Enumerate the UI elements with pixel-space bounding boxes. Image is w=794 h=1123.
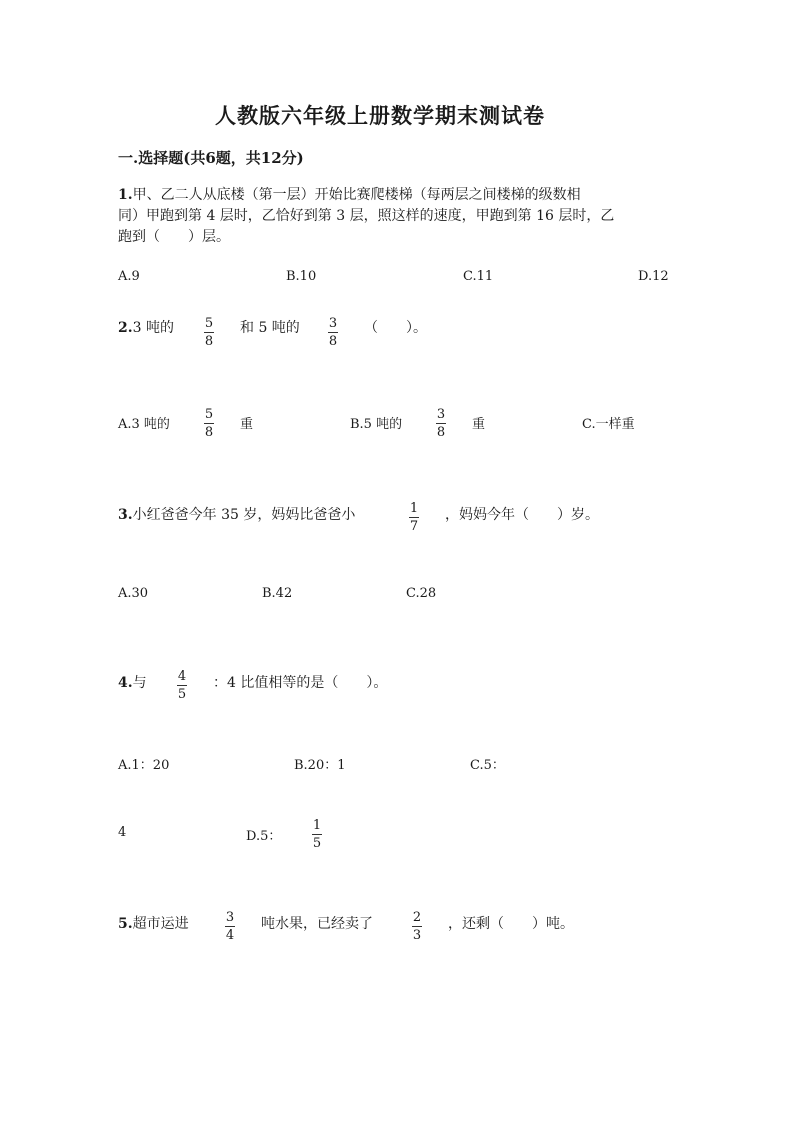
fraction-denominator: 8 — [328, 334, 338, 349]
question-4-number: 4. — [118, 675, 133, 691]
question-2-option-c: C.一样重 — [582, 417, 635, 432]
fraction-denominator: 5 — [177, 687, 187, 702]
question-3-option-c: C.28 — [406, 586, 437, 601]
fraction-numerator: 1 — [312, 818, 322, 833]
question-2-text-mid: 和 5 吨的 — [240, 320, 300, 336]
question-1-option-c: C.11 — [463, 269, 494, 284]
question-2-option-b-text: B.5 吨的 — [350, 417, 403, 432]
question-1-option-d: D.12 — [638, 269, 669, 284]
question-4-option-c-continued: 4 — [118, 825, 127, 840]
question-1-option-a: A.9 — [118, 269, 140, 284]
fraction-bar — [177, 685, 187, 686]
fraction-denominator: 8 — [436, 425, 446, 440]
question-4-option-d-fraction — [312, 819, 322, 850]
fraction-numerator: 1 — [409, 501, 419, 516]
fraction-denominator: 5 — [312, 836, 322, 851]
fraction-bar — [312, 834, 322, 835]
question-3-option-a: A.30 — [118, 586, 149, 601]
question-2-fraction-1 — [204, 317, 214, 348]
question-3-text-pre: 小红爸爸今年 35 岁，妈妈比爸爸小 — [132, 507, 356, 523]
question-5-text-pre: 超市运进 — [132, 916, 189, 932]
question-5-number: 5. — [118, 916, 133, 932]
fraction-bar — [204, 332, 214, 333]
question-2-text-pre: 3 吨的 — [132, 320, 174, 336]
fraction-bar — [204, 423, 214, 424]
question-4-stem-start — [118, 673, 147, 694]
question-1-option-b: B.10 — [286, 269, 317, 284]
question-4-text-post: ：4 比值相等的是（ ）。 — [213, 675, 388, 691]
question-1-line-2: 同）甲跑到第 4 层时，乙恰好到第 3 层，照这样的速度，甲跑到第 16 层时，乙 — [118, 208, 615, 224]
question-2-number: 2. — [118, 320, 133, 336]
fraction-numerator: 3 — [225, 910, 235, 925]
question-2-stem-start — [118, 318, 174, 339]
question-2-text-post: （ ）。 — [364, 320, 427, 336]
fraction-bar — [409, 517, 419, 518]
question-5-stem-start — [118, 914, 189, 935]
page-title: 人教版六年级上册数学期末测试卷 — [215, 103, 545, 128]
question-2-option-a-fraction — [204, 408, 214, 439]
question-2-option-b-suffix: 重 — [472, 417, 486, 432]
fraction-bar — [436, 423, 446, 424]
fraction-denominator: 8 — [204, 334, 214, 349]
question-3-fraction — [409, 502, 419, 533]
question-2-option-a-text: A.3 吨的 — [118, 417, 170, 432]
question-5-text-post: ，还剩（ ）吨。 — [448, 916, 574, 932]
question-3-stem-start — [118, 505, 355, 526]
question-2-fraction-2 — [328, 317, 338, 348]
question-4-option-c: C.5： — [470, 758, 505, 773]
fraction-numerator: 2 — [412, 910, 422, 925]
fraction-numerator: 4 — [177, 669, 187, 684]
question-3-option-b: B.42 — [262, 586, 293, 601]
question-3-number: 3. — [118, 507, 133, 523]
fraction-denominator: 8 — [204, 425, 214, 440]
question-2-option-a-suffix: 重 — [240, 417, 254, 432]
fraction-numerator: 3 — [436, 407, 446, 422]
question-4-option-b: B.20：1 — [294, 758, 346, 773]
question-5-fraction-2 — [412, 911, 422, 942]
question-4-text-pre: 与 — [132, 675, 147, 691]
question-4-fraction — [177, 670, 187, 701]
question-3-text-post: ，妈妈今年（ ）岁。 — [445, 507, 599, 523]
question-1-line-3: 跑到（ ）层。 — [118, 229, 230, 245]
question-2-option-b-fraction — [436, 408, 446, 439]
fraction-denominator: 4 — [225, 928, 235, 943]
question-5-text-mid: 吨水果，已经卖了 — [261, 916, 373, 932]
fraction-bar — [412, 926, 422, 927]
fraction-numerator: 5 — [204, 407, 214, 422]
question-1-text-1: 甲、乙二人从底楼（第一层）开始比赛爬楼梯（每两层之间楼梯的级数相 — [132, 187, 581, 203]
fraction-bar — [328, 332, 338, 333]
question-1-line-1 — [118, 185, 581, 206]
fraction-denominator: 3 — [412, 928, 422, 943]
question-4-option-a: A.1：20 — [118, 758, 170, 773]
fraction-denominator: 7 — [409, 519, 419, 534]
question-5-fraction-1 — [225, 911, 235, 942]
question-4-option-d-text: D.5： — [246, 829, 282, 844]
fraction-numerator: 3 — [328, 316, 338, 331]
section-heading-choice: 一.选择题(共6题，共12分) — [118, 149, 304, 167]
question-1-number: 1. — [118, 187, 133, 203]
fraction-bar — [225, 926, 235, 927]
fraction-numerator: 5 — [204, 316, 214, 331]
